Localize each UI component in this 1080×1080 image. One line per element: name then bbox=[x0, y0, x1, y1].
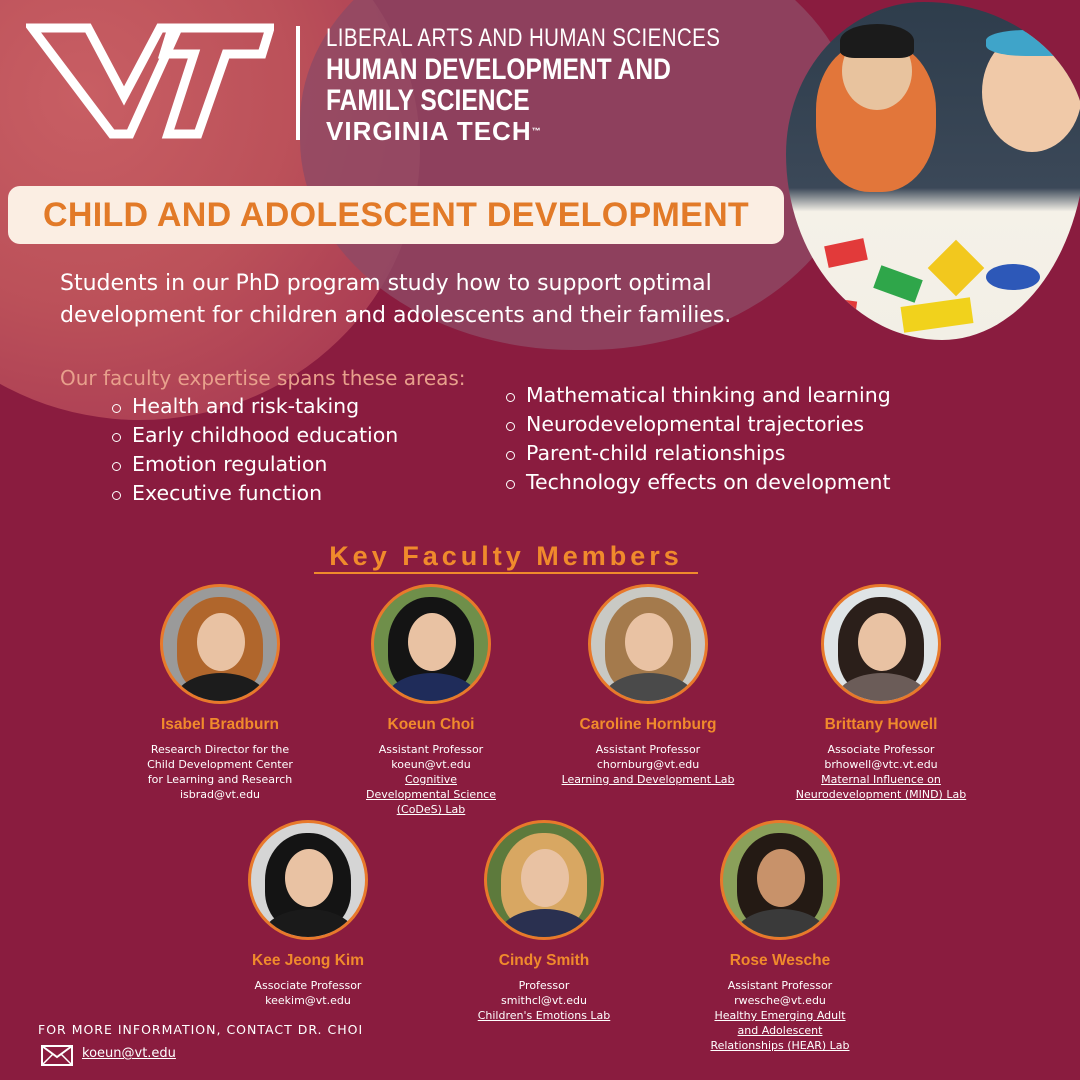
avatar bbox=[160, 584, 280, 704]
child-and-researcher-photo bbox=[786, 2, 1080, 340]
photo-shape-yellow bbox=[928, 240, 985, 297]
avatar-face bbox=[757, 849, 805, 907]
faculty-lab-link[interactable]: Children's Emotions Lab bbox=[477, 1009, 611, 1022]
faculty-name: Brittany Howell bbox=[824, 716, 938, 733]
faculty-info bbox=[120, 742, 320, 802]
banner-title: CHILD AND ADOLESCENT DEVELOPMENT bbox=[43, 195, 749, 234]
faculty-email: koeun@vt.edu bbox=[391, 758, 471, 771]
faculty-name: Rose Wesche bbox=[729, 952, 831, 969]
program-name-line1: HUMAN DEVELOPMENT AND bbox=[326, 53, 671, 86]
faculty-title-line: Child Development Center bbox=[147, 758, 293, 771]
expertise-item: Mathematical thinking and learning bbox=[504, 381, 891, 410]
photo-shape-red-2 bbox=[805, 295, 857, 322]
faculty-info bbox=[774, 742, 988, 802]
faculty-title-line: Assistant Professor bbox=[378, 743, 484, 756]
faculty-card-howell bbox=[774, 584, 988, 802]
faculty-section-title: Key Faculty Members bbox=[314, 540, 698, 574]
expertise-item: Early childhood education bbox=[110, 421, 398, 450]
avatar-face bbox=[625, 613, 673, 671]
faculty-email: rwesche@vt.edu bbox=[734, 994, 826, 1007]
expertise-item: Emotion regulation bbox=[110, 450, 398, 479]
department-block bbox=[326, 22, 807, 144]
contact-heading: FOR MORE INFORMATION, CONTACT DR. CHOI bbox=[38, 1022, 364, 1037]
photo-headband bbox=[986, 30, 1080, 56]
faculty-lab-link[interactable]: Maternal Influence on Neurodevelopment (MIND) Lab bbox=[795, 773, 967, 801]
trademark: ™ bbox=[531, 126, 542, 136]
avatar-face bbox=[285, 849, 333, 907]
faculty-card-smith bbox=[444, 820, 644, 1023]
avatar bbox=[588, 584, 708, 704]
faculty-name: Isabel Bradburn bbox=[161, 716, 279, 733]
avatar bbox=[821, 584, 941, 704]
faculty-info bbox=[444, 978, 644, 1023]
faculty-lab-link[interactable]: Healthy Emerging Adult and Adolescent Relationships (HEAR) Lab bbox=[710, 1009, 850, 1052]
expertise-item: Parent-child relationships bbox=[504, 439, 891, 468]
faculty-title-line: Research Director for the bbox=[150, 743, 290, 756]
faculty-card-kim bbox=[208, 820, 408, 1008]
avatar-face bbox=[521, 849, 569, 907]
avatar-face bbox=[408, 613, 456, 671]
photo-child-hair bbox=[840, 24, 914, 58]
avatar-face bbox=[197, 613, 245, 671]
faculty-title-line: Professor bbox=[518, 979, 570, 992]
photo-shape-green bbox=[873, 265, 923, 303]
program-name-line2: FAMILY SCIENCE bbox=[326, 84, 530, 117]
faculty-title-line: Associate Professor bbox=[827, 743, 935, 756]
faculty-email: keekim@vt.edu bbox=[265, 994, 351, 1007]
faculty-email: brhowell@vtc.vt.edu bbox=[824, 758, 938, 771]
expertise-list-right bbox=[504, 381, 891, 497]
faculty-title-line: Associate Professor bbox=[254, 979, 362, 992]
avatar-face bbox=[858, 613, 906, 671]
faculty-email: isbrad@vt.edu bbox=[179, 788, 261, 801]
faculty-email: chornburg@vt.edu bbox=[596, 758, 700, 771]
faculty-title-line: for Learning and Research bbox=[147, 773, 293, 786]
faculty-lab-link[interactable]: Learning and Development Lab bbox=[561, 773, 735, 786]
faculty-title-line: Assistant Professor bbox=[595, 743, 701, 756]
avatar bbox=[720, 820, 840, 940]
vt-logo-icon bbox=[26, 22, 274, 142]
faculty-name: Caroline Hornburg bbox=[579, 716, 717, 733]
expertise-item: Executive function bbox=[110, 479, 398, 508]
faculty-card-hornburg bbox=[548, 584, 748, 787]
avatar bbox=[248, 820, 368, 940]
expertise-item: Technology effects on development bbox=[504, 468, 891, 497]
faculty-title-line: Assistant Professor bbox=[727, 979, 833, 992]
university-name: VIRGINIA TECH™ bbox=[326, 116, 542, 146]
college-name: LIBERAL ARTS AND HUMAN SCIENCES bbox=[326, 24, 721, 52]
intro-text: Students in our PhD program study how to support optimal development for children and adolescents and their families. bbox=[60, 271, 732, 328]
faculty-info bbox=[680, 978, 880, 1053]
expertise-item: Health and risk-taking bbox=[110, 392, 398, 421]
faculty-info bbox=[331, 742, 531, 817]
faculty-lab-link[interactable]: Cognitive Developmental Science (CoDeS) Lab bbox=[366, 773, 496, 816]
faculty-name: Cindy Smith bbox=[498, 952, 590, 969]
faculty-info bbox=[548, 742, 748, 787]
expertise-list-left bbox=[110, 392, 398, 508]
faculty-name: Kee Jeong Kim bbox=[252, 952, 364, 969]
avatar bbox=[371, 584, 491, 704]
header-divider bbox=[296, 26, 300, 140]
faculty-card-bradburn bbox=[120, 584, 320, 802]
contact-email-link[interactable]: koeun@vt.edu bbox=[82, 1046, 176, 1061]
photo-shape-blue bbox=[986, 264, 1040, 290]
program-banner bbox=[8, 186, 784, 244]
faculty-info bbox=[208, 978, 408, 1008]
envelope-icon bbox=[41, 1045, 73, 1066]
faculty-card-choi bbox=[331, 584, 531, 817]
photo-shape-red bbox=[824, 238, 868, 268]
expertise-label: Our faculty expertise spans these areas: bbox=[60, 366, 466, 390]
avatar bbox=[484, 820, 604, 940]
faculty-card-wesche bbox=[680, 820, 880, 1053]
faculty-name: Koeun Choi bbox=[387, 716, 475, 733]
expertise-item: Neurodevelopmental trajectories bbox=[504, 410, 891, 439]
faculty-email: smithcl@vt.edu bbox=[501, 994, 587, 1007]
photo-shape-yellow-2 bbox=[901, 297, 974, 332]
